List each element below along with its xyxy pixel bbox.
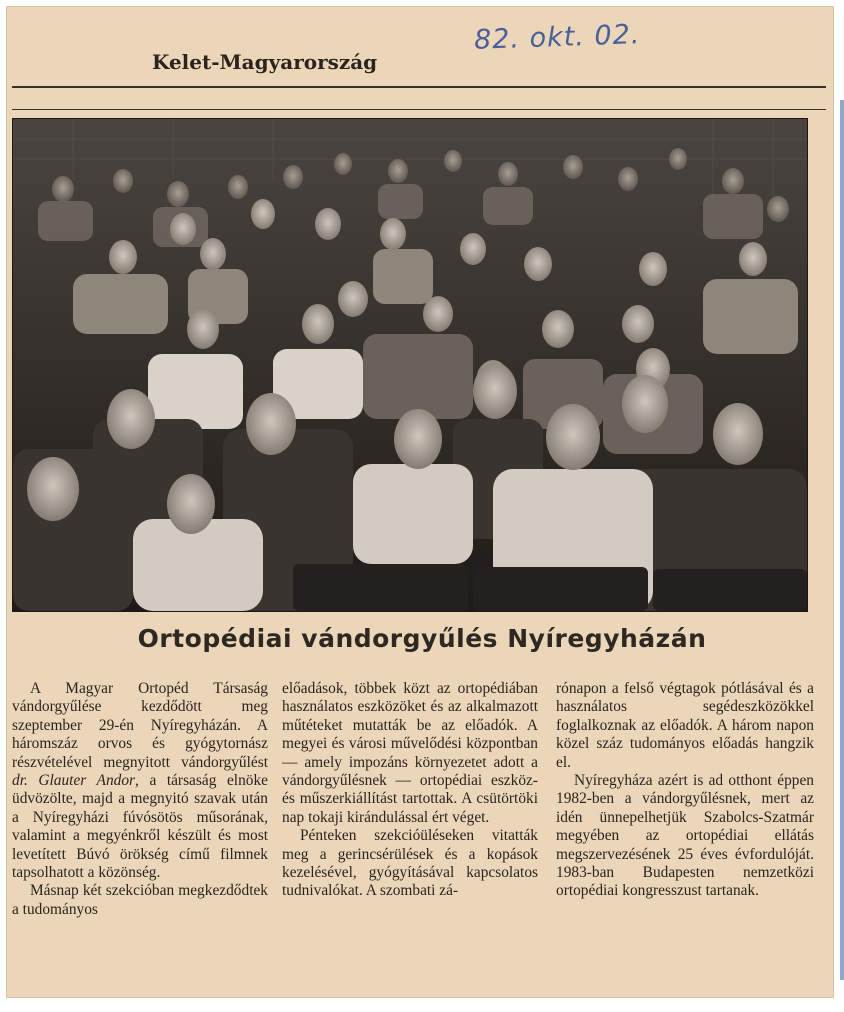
paragraph-text: , a társaság elnöke üdvözölte, majd a megnyitó szavak után a Nyíregyházi fúvósötös műsorának, valamint a megyénkről készült és most levetített Búvó örökség című filmnek tapsolhatott a közönség. [12,772,268,882]
article-paragraph: Pénteken szekcióüléseken vitatták meg a gerincsérülések és a kopások kezelésével, gyógyításával kapcsolatos tudnivalókat. A szombati zá- [282,827,538,900]
paragraph-text: A Magyar Ortopéd Társaság vándorgyűlése kezdődött meg szeptember 29-én Nyíregyházán. A háromszáz orvos és gyógytornász részvételével megnyitott vándorgyűlést [12,680,268,771]
newspaper-masthead: Kelet-Magyarország [152,50,378,74]
handwritten-date: 82. okt. 02. [473,19,641,56]
page-edge [840,100,844,980]
article-paragraph [12,680,268,882]
article-column-3 [556,680,814,901]
article-column-1 [12,680,268,919]
person-name: dr. Glauter Andor [12,772,136,790]
photo-top-rule [12,109,826,110]
article-headline: Ortopédiai vándorgyűlés Nyíregyházán [137,624,707,653]
article-paragraph: Nyíregyháza azért is ad otthont éppen 1982-ben a vándorgyűlésnek, mert az idén ünnepelhetjük Szabolcs-Szatmár megyében az ortopédiai ellátás megszervezésének 25 éves évfordulóját. 1983-ban Budapesten nemzetközi ortopédiai kongresszust tartanak. [556,772,814,900]
audience-photo [12,118,808,612]
article-column-2 [282,680,538,901]
masthead-rule [12,86,826,88]
audience-photo-icon [13,119,807,611]
article-paragraph: Másnap két szekcióban megkezdődtek a tudományos [12,882,268,918]
article-paragraph: rónapon a felső végtagok pótlásával és a használatos segédeszközökkel foglalkoznak az előadók. A három napon közel száz tudományos előadás hangzik el. [556,680,814,771]
article-paragraph: előadások, többek közt az ortopédiában használatos eszközöket és az alkalmazott műtéteket mutatták be az előadók. A megyei és városi művelődési központban — amely impozáns környezetet adott a vándorgyűlésnek — ortopédiai eszköz- és műszerkiállítást tartottak. A csütörtöki nap tokaji kirándulással ért véget. [282,680,538,826]
